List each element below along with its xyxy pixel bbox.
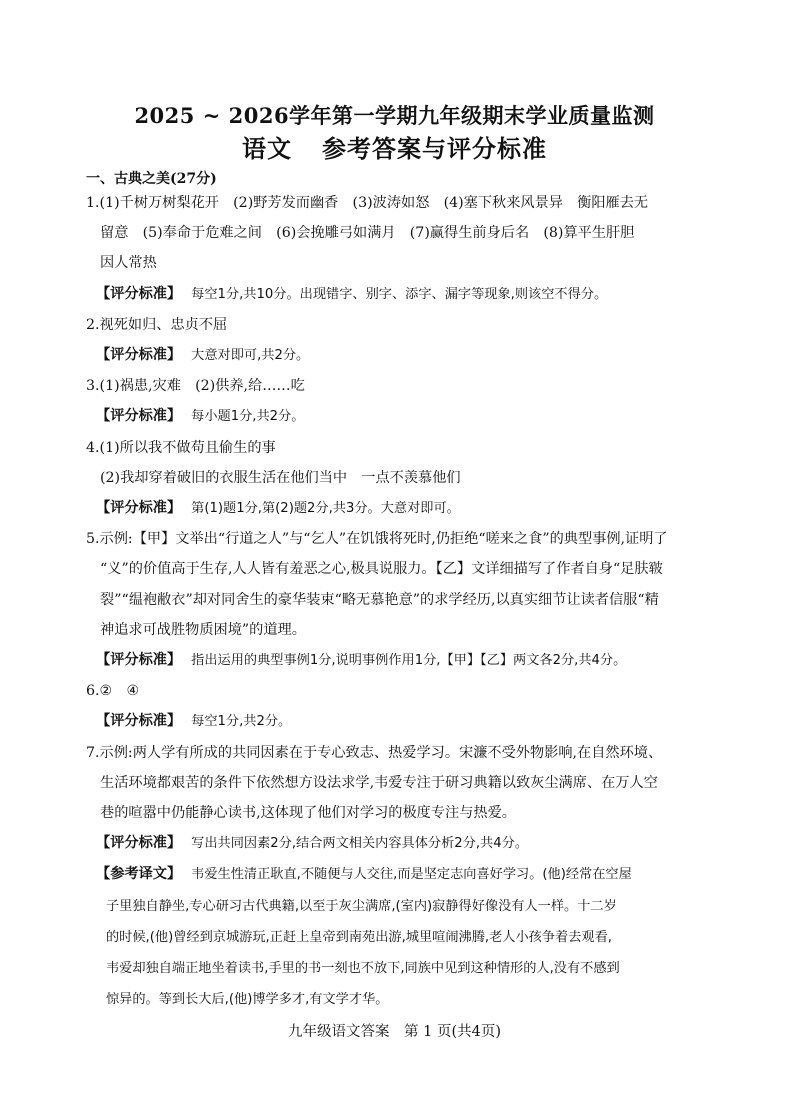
q1-answer-line-2: 留意 (5)奉命于危难之间 (6)会挽雕弓如满月 (7)赢得生前身后名 (8)算平生肝胆 xyxy=(100,225,635,242)
q3-answer-line-1: 3.(1)祸患,灾难 (2)供养,给……吃 xyxy=(86,378,305,395)
q2-scoring-criteria xyxy=(86,340,726,371)
criteria-text: 写出共同因素2分,结合两文相关内容具体分析2分,共4分。 xyxy=(191,836,529,852)
criteria-label: 【评分标准】 xyxy=(96,500,182,517)
q7-reference-translation-line-1 xyxy=(86,859,726,890)
criteria-text: 每空1分,共2分。 xyxy=(191,714,292,730)
translation-label: 【参考译文】 xyxy=(96,866,182,883)
translation-text: 韦爱却独自端正地坐着读书,手里的书一刻也不放下,同族中见到这种情形的人,没有不感到 xyxy=(106,961,620,977)
q5-answer-line-1: 5.示例:【甲】文举出“行道之人”与“乞人”在饥饿将死时,仍拒绝“嗟来之食”的典型事例,证明了 xyxy=(86,531,668,548)
exam-title: 2025 ~ 2026学年第一学期九年级期末学业质量监测 xyxy=(134,103,655,128)
criteria-text: 每空1分,共10分。出现错字、别字、添字、漏字等现象,则该空不得分。 xyxy=(191,286,608,302)
translation-text: 的时候,(他)曾经到京城游玩,正赶上皇帝到南苑出游,城里喧闹沸腾,老人小孩争着去观看, xyxy=(106,929,612,945)
q7-answer-line-2: 生活环境都艰苦的条件下依然想方设法求学,韦爱专注于研习典籍以致灰尘满席、在万人空 xyxy=(100,774,658,791)
q2-answer-line-1: 2.视死如归、忠贞不屈 xyxy=(86,316,228,333)
q5-scoring-criteria xyxy=(86,645,726,676)
answer-key-label: 参考答案与评分标准 xyxy=(322,134,547,163)
q6-answer-line-1: 6.② ④ xyxy=(86,683,140,700)
q4-answer-line-2: (2)我却穿着破旧的衣服生活在他们当中 一点不羡慕他们 xyxy=(100,469,461,486)
criteria-label: 【评分标准】 xyxy=(96,285,182,302)
q7-reference-translation-line-4 xyxy=(86,953,726,984)
criteria-text: 第(1)题1分,第(2)题2分,共3分。大意对即可。 xyxy=(191,501,460,517)
q5-answer-line-3: 裂”“缊袍敝衣”却对同舍生的豪华装束“略无慕艳意”的求学经历,以真实细节让读者信服“精 xyxy=(100,591,659,608)
translation-text: 韦爱生性清正耿直,不随便与人交往,而是坚定志向喜好学习。(他)经常在空屋 xyxy=(191,867,632,883)
q1-answer-line-1: 1.(1)千树万树梨花开 (2)野芳发而幽香 (3)波涛如怒 (4)塞下秋来风景异 衡阳雁去无 xyxy=(86,195,649,211)
criteria-text: 指出运用的典型事例1分,说明事例作用1分,【甲】【乙】两文各2分,共4分。 xyxy=(191,653,627,669)
q7-answer-line-1: 7.示例:两人学有所成的共同因素在于专心致志、热爱学习。宋濂不受外物影响,在自然环境、 xyxy=(86,744,663,761)
criteria-label: 【评分标准】 xyxy=(96,408,182,425)
q7-reference-translation-line-3 xyxy=(86,922,726,953)
q4-answer-line-1: 4.(1)所以我不做苟且偷生的事 xyxy=(86,439,276,456)
q6-scoring-criteria xyxy=(86,706,726,737)
answer-body xyxy=(86,188,726,1015)
q4-scoring-criteria xyxy=(86,493,726,524)
criteria-text: 每小题1分,共2分。 xyxy=(191,409,305,425)
q7-scoring-criteria xyxy=(86,828,726,859)
document-subtitle xyxy=(0,129,789,164)
criteria-text: 大意对即可,共2分。 xyxy=(191,348,310,364)
q1-scoring-criteria xyxy=(86,279,726,310)
q3-scoring-criteria xyxy=(86,401,726,432)
criteria-label: 【评分标准】 xyxy=(96,652,182,669)
q1-answer-line-3: 因人常热 xyxy=(100,255,157,272)
q7-answer-line-3: 巷的喧嚣中仍能静心读书,这体现了他们对学习的极度专注与热爱。 xyxy=(100,805,516,822)
q7-reference-translation-line-5 xyxy=(86,984,726,1015)
q5-answer-line-2: “义”的价值高于生存,人人皆有羞恶之心,极具说服力。【乙】文详细描写了作者自身“足肤皲 xyxy=(100,561,663,578)
section-heading-classics: 一、古典之美(27分) xyxy=(86,171,217,187)
criteria-label: 【评分标准】 xyxy=(96,347,182,364)
q7-reference-translation-line-2 xyxy=(86,891,726,922)
translation-text: 子里独自静坐,专心研习古代典籍,以至于灰尘满席,(室内)寂静得好像没有人一样。十二岁 xyxy=(106,898,617,914)
criteria-label: 【评分标准】 xyxy=(96,835,182,852)
criteria-label: 【评分标准】 xyxy=(96,713,182,730)
subject-label: 语文 xyxy=(242,134,292,163)
page-footer: 九年级语文答案 第 1 页(共4页) xyxy=(288,1024,501,1040)
translation-text: 惊异的。等到长大后,(他)博学多才,有文学才华。 xyxy=(106,992,389,1008)
q5-answer-line-4: 神追求可战胜物质困境”的道理。 xyxy=(100,621,306,638)
